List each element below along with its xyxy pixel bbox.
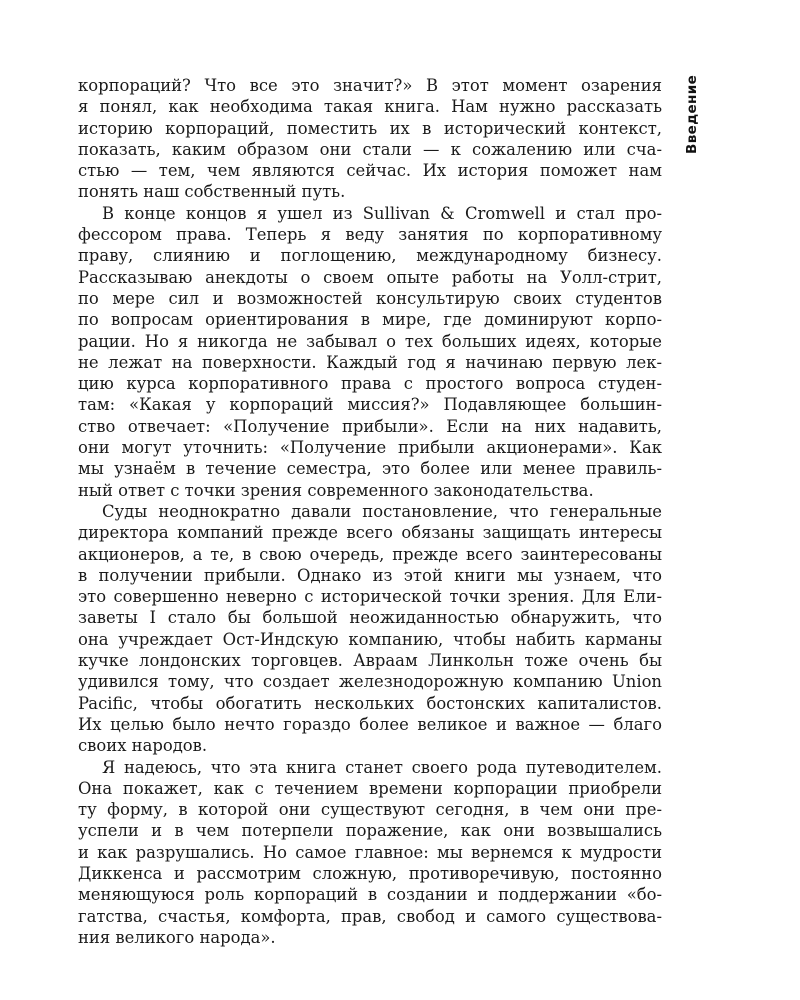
text-line: показать, каким образом они стали — к сожалению или сча- (78, 139, 662, 159)
section-label: Введение (684, 74, 700, 154)
paragraph (78, 501, 662, 757)
text-line: по мере сил и возможностей консультирую своих студентов (78, 288, 662, 308)
text-line: успели и в чем потерпели поражение, как они возвышались (78, 821, 662, 841)
text-line: это совершенно неверно с исторической точки зрения. Для Ели- (78, 587, 662, 607)
text-line: и как разрушались. Но самое главное: мы вернемся к мудрости (78, 842, 662, 862)
text-line: Она покажет, как с течением времени корпорации приобрели (78, 778, 662, 798)
text-line: Их целью было нечто гораздо более великое и важное — благо (78, 714, 662, 734)
text-line: ния великого народа». (78, 927, 276, 947)
text-line: Суды неоднократно давали постановление, что генеральные (102, 501, 662, 521)
text-line: они могут уточнить: «Получение прибыли акционерами». Как (78, 438, 662, 458)
text-line: гатства, счастья, комфорта, прав, свобод и самого существова- (78, 906, 662, 926)
text-line: по вопросам ориентирования в мире, где доминируют корпо- (78, 310, 662, 330)
paragraph (78, 757, 662, 949)
text-line: стью — тем, чем являются сейчас. Их история поможет нам (78, 161, 662, 181)
text-line: В конце концов я ушел из Sullivan & Cromwell и стал про- (102, 203, 662, 223)
text-line: ство отвечает: «Получение прибыли». Если на них надавить, (78, 416, 662, 436)
text-line: заветы I стало бы большой неожиданностью обнаружить, что (78, 608, 662, 628)
text-line: рации. Но я никогда не забывал о тех больших идеях, которые (78, 331, 662, 351)
text-line: в получении прибыли. Однако из этой книги мы узнаем, что (78, 565, 662, 585)
text-line: Рассказываю анекдоты о своем опыте работы на Уолл-стрит, (78, 267, 662, 287)
text-line: историю корпораций, поместить их в исторический контекст, (78, 118, 662, 138)
text-line: там: «Какая у корпораций миссия?» Подавляющее большин- (78, 395, 662, 415)
text-line: ный ответ с точки зрения современного законодательства. (78, 480, 594, 500)
text-line: корпораций? Что все это значит?» В этот момент озарения (78, 76, 662, 95)
text-line: я понял, как необходима такая книга. Нам нужно рассказать (78, 97, 662, 117)
text-line: цию курса корпоративного права с простого вопроса студен- (78, 374, 662, 394)
text-line: Pacific, чтобы обогатить нескольких бостонских капиталистов. (78, 693, 662, 713)
text-line: она учреждает Ост-Индскую компанию, чтобы набить карманы (78, 629, 662, 649)
text-line: директора компаний прежде всего обязаны защищать интересы (78, 523, 662, 543)
text-line: мы узнаём в течение семестра, это более или менее правиль- (78, 459, 662, 479)
text-line: фессором права. Теперь я веду занятия по корпоративному (78, 225, 662, 245)
text-line: понять наш собственный путь. (78, 182, 346, 202)
text-line: акционеров, а те, в свою очередь, прежде всего заинтересованы (78, 544, 662, 564)
text-line: не лежат на поверхности. Каждый год я начинаю первую лек- (78, 352, 662, 372)
text-line: кучке лондонских торговцев. Авраам Линкольн тоже очень бы (78, 651, 662, 671)
body-text (78, 75, 662, 948)
text-line: своих народов. (78, 736, 208, 756)
text-line: Диккенса и рассмотрим сложную, противоречивую, постоянно (78, 863, 662, 883)
text-line: праву, слиянию и поглощению, международному бизнесу. (78, 246, 662, 266)
text-line: меняющуюся роль корпораций в создании и поддержании «бо- (78, 885, 662, 905)
text-line: ту форму, в которой они существуют сегодня, в чем они пре- (78, 800, 662, 820)
paragraph (78, 203, 662, 501)
text-line: Я надеюсь, что эта книга станет своего рода путеводителем. (102, 757, 662, 777)
paragraph (78, 75, 662, 203)
text-line: удивился тому, что создает железнодорожную компанию Union (78, 672, 662, 692)
